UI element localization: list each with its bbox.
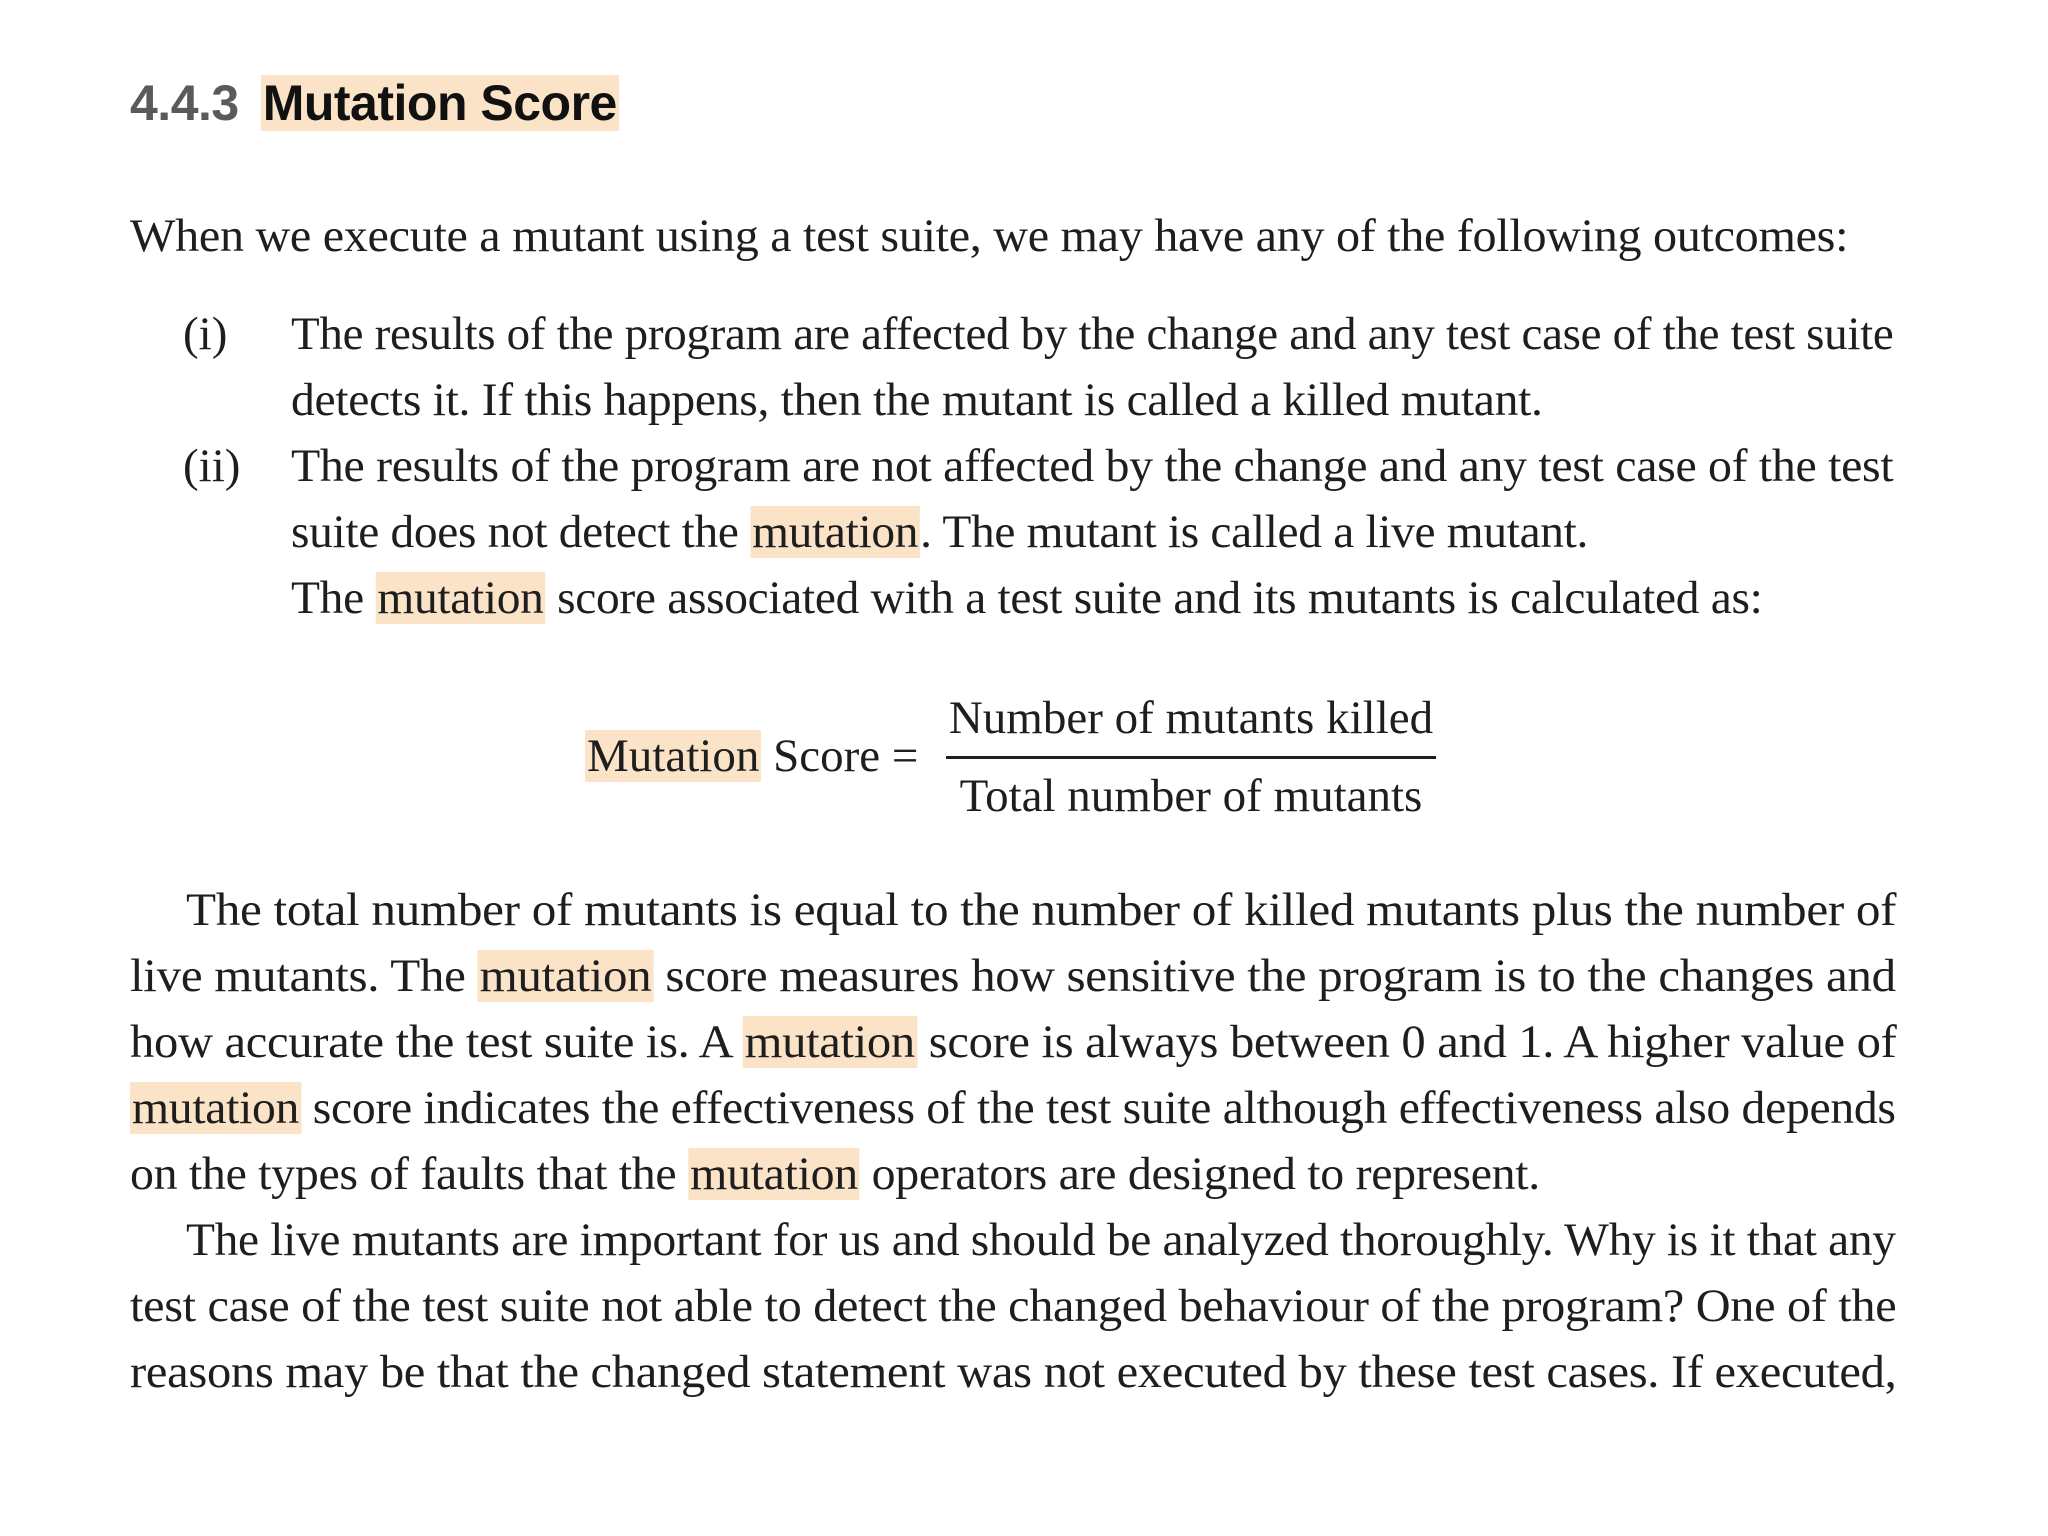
para1-l5-text-b: operators are designed to represent. xyxy=(859,1148,1540,1200)
para1-l3-text-a: how accurate the test suite is. A xyxy=(130,1016,743,1068)
outcome-label-i: (i) xyxy=(183,308,228,360)
para1-line-5 xyxy=(130,1144,1540,1204)
highlight-mutation: mutation xyxy=(130,1082,301,1134)
outcome-i-line-1: The results of the program are affected by the change and any test case of the test suite xyxy=(291,308,1894,360)
formula-denominator: Total number of mutants xyxy=(959,770,1423,822)
highlight-mutation: mutation xyxy=(375,572,545,624)
para2-line-2: test case of the test suite not able to detect the changed behaviour of the program? One of the xyxy=(130,1280,1897,1332)
para1-l3-text-b: score is always between 0 and 1. A higher value of xyxy=(916,1016,1897,1068)
formula-intro-text-b: score associated with a test suite and its mutants is calculated as: xyxy=(545,572,1763,624)
section-number: 4.4.3 xyxy=(130,75,239,131)
section-heading xyxy=(130,70,619,136)
para2-line-1: The live mutants are important for us and should be analyzed thoroughly. Why is it that any xyxy=(186,1214,1896,1266)
fraction-bar xyxy=(946,756,1436,759)
outcome-label-ii: (ii) xyxy=(183,440,241,492)
outcome-ii-line-1: The results of the program are not affected by the change and any test case of the test xyxy=(291,440,1894,492)
formula-intro-text-a: The xyxy=(291,572,376,624)
formula-lhs xyxy=(585,724,918,788)
para1-l4-text-b: score indicates the effectiveness of the test suite although effectiveness also depends xyxy=(301,1082,1896,1134)
formula-intro-line xyxy=(291,568,1763,628)
outcome-i-line-2: detects it. If this happens, then the mutant is called a killed mutant. xyxy=(291,374,1543,426)
highlight-mutation: mutation xyxy=(477,950,653,1002)
formula-lhs-rest: Score = xyxy=(761,730,919,782)
para1-line-3 xyxy=(130,1012,1896,1072)
highlight-mutation: mutation xyxy=(743,1016,917,1068)
para2-line-3: reasons may be that the changed statement was not executed by these test cases. If executed, xyxy=(130,1346,1897,1398)
para1-line-4 xyxy=(130,1078,1896,1138)
outcome-ii-text-b: . The mutant is called a live mutant. xyxy=(920,506,1589,558)
para1-l2-text-b: score measures how sensitive the program is to the changes and xyxy=(653,950,1896,1002)
highlight-mutation: Mutation xyxy=(587,730,760,782)
formula-numerator: Number of mutants killed xyxy=(948,692,1434,744)
highlight-mutation: mutation xyxy=(688,1148,860,1200)
intro-line: When we execute a mutant using a test suite, we may have any of the following outcomes: xyxy=(130,210,1849,262)
para1-line-1: The total number of mutants is equal to the number of killed mutants plus the number of xyxy=(186,884,1897,936)
para1-l5-text-a: on the types of faults that the xyxy=(130,1148,689,1200)
para1-l2-text-a: live mutants. The xyxy=(130,950,478,1002)
outcome-ii-text-a: suite does not detect the xyxy=(291,506,751,558)
section-title: Mutation Score xyxy=(262,75,617,131)
highlight-mutation: mutation xyxy=(750,506,920,558)
outcome-ii-line-2 xyxy=(291,502,1588,562)
para1-line-2 xyxy=(130,946,1896,1006)
